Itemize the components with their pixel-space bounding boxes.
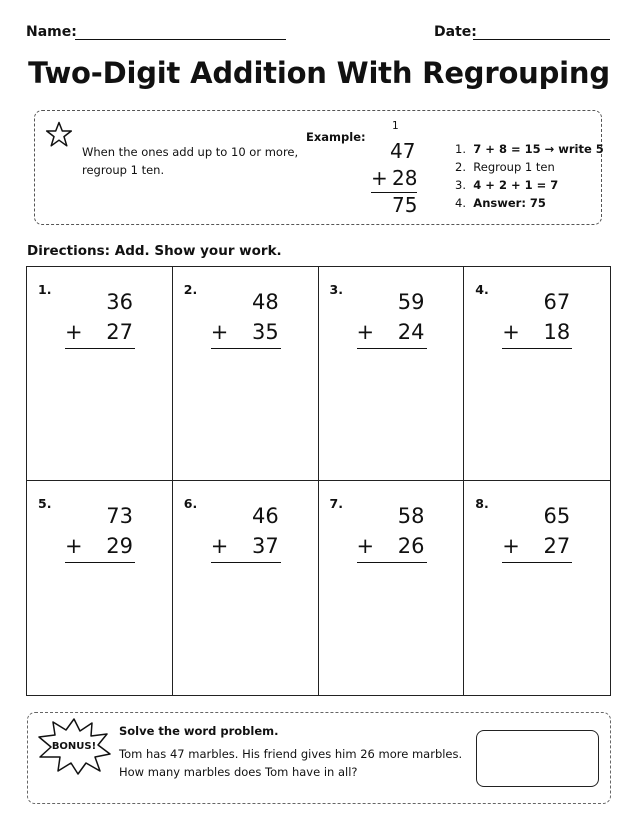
problem-cell-4[interactable]: [464, 267, 610, 481]
problem-operator: +: [502, 320, 520, 344]
problem-number: 3.: [329, 282, 343, 297]
problem-7: [357, 501, 427, 563]
star-icon: [45, 121, 73, 148]
date-field[interactable]: [473, 39, 610, 40]
step-1: [455, 140, 604, 158]
example-steps: [455, 140, 604, 212]
problem-operator: +: [210, 534, 229, 558]
problem-number: 6.: [183, 496, 198, 511]
problem-bottom: 24: [397, 320, 425, 344]
problem-operator: +: [502, 534, 520, 558]
problem-bottom: 37: [252, 534, 279, 558]
example-carry: 1: [392, 120, 399, 132]
step-2: [455, 158, 604, 176]
problem-top: 59: [397, 290, 425, 314]
page-title: Two-Digit Addition With Regrouping: [28, 56, 610, 90]
problem-top: 58: [397, 504, 425, 528]
bonus-burst-icon: [36, 717, 112, 775]
step-num: 2.: [455, 160, 466, 174]
problem-answer-line: [211, 562, 281, 563]
bonus-answer-box[interactable]: [476, 730, 599, 787]
step-num: 4.: [455, 196, 466, 210]
problem-grid: [26, 266, 611, 696]
problem-answer-line: [65, 348, 135, 349]
step-4: [455, 194, 604, 212]
step-num: 1.: [455, 142, 466, 156]
problem-2: [211, 287, 281, 349]
problem-number: 2.: [183, 282, 198, 297]
name-label: Name:: [26, 24, 77, 40]
problem-1: [65, 287, 135, 349]
problem-6: [211, 501, 281, 563]
problem-number: 8.: [475, 496, 489, 511]
problem-number: 7.: [329, 496, 343, 511]
problem-top: 73: [106, 504, 133, 528]
problem-4: [502, 287, 572, 349]
problem-bottom: 27: [543, 534, 571, 558]
problem-operator: +: [210, 320, 229, 344]
problem-answer-line: [211, 348, 281, 349]
problem-answer-line: [65, 562, 135, 563]
problem-answer-line: [502, 348, 572, 349]
problem-bottom: 26: [397, 534, 425, 558]
problem-operator: +: [356, 534, 375, 558]
problem-cell-6[interactable]: [173, 481, 319, 695]
problem-operator: +: [356, 320, 375, 344]
problem-answer-line: [357, 562, 427, 563]
problem-answer-line: [502, 562, 572, 563]
problem-bottom: 29: [106, 534, 133, 558]
bonus-line-1: Tom has 47 marbles. His friend gives him 26 more marbles.: [119, 747, 463, 761]
problem-top: 65: [543, 504, 571, 528]
problem-top: 48: [252, 290, 279, 314]
problem-bottom: 27: [106, 320, 133, 344]
problem-bottom: 35: [252, 320, 279, 344]
step-text: Regroup 1 ten: [473, 160, 555, 174]
problem-cell-1[interactable]: [27, 267, 173, 481]
example-bottom: 28: [392, 166, 418, 190]
problem-number: 1.: [38, 282, 52, 297]
example-rule: When the ones add up to 10 or more, regroup 1 ten.: [82, 145, 299, 177]
problem-cell-8[interactable]: [464, 481, 610, 695]
problem-bottom: 18: [543, 320, 571, 344]
problem-5: [65, 501, 135, 563]
example-top: 47: [390, 139, 416, 163]
problem-number: 4.: [475, 282, 489, 297]
step-text: 4 + 2 + 1 = 7: [473, 178, 559, 192]
step-text: 7 + 8 = 15 → write 5: [473, 142, 604, 156]
problem-cell-2[interactable]: [173, 267, 319, 481]
bonus-badge-text: BONUS!: [51, 741, 97, 752]
problem-cell-3[interactable]: [319, 267, 465, 481]
problem-3: [357, 287, 427, 349]
bonus-heading: Solve the word problem.: [119, 724, 279, 738]
problem-number: 5.: [38, 496, 52, 511]
problem-operator: +: [65, 320, 83, 344]
problem-top: 67: [543, 290, 571, 314]
directions: Directions: Add. Show your work.: [27, 243, 282, 259]
problem-operator: +: [65, 534, 83, 558]
name-field[interactable]: [75, 39, 286, 40]
step-text: Answer: 75: [473, 196, 546, 210]
bonus-line-2: How many marbles does Tom have in all?: [119, 765, 358, 779]
problem-top: 46: [252, 504, 279, 528]
problem-cell-5[interactable]: [27, 481, 173, 695]
step-num: 3.: [455, 178, 466, 192]
date-label: Date:: [434, 24, 477, 40]
problem-cell-7[interactable]: [319, 481, 465, 695]
example-answer: 75: [392, 193, 418, 217]
problem-8: [502, 501, 572, 563]
problem-top: 36: [106, 290, 133, 314]
example-label: Example:: [306, 130, 366, 144]
problem-answer-line: [357, 348, 427, 349]
example-operator: +: [371, 166, 388, 190]
step-3: [455, 176, 604, 194]
